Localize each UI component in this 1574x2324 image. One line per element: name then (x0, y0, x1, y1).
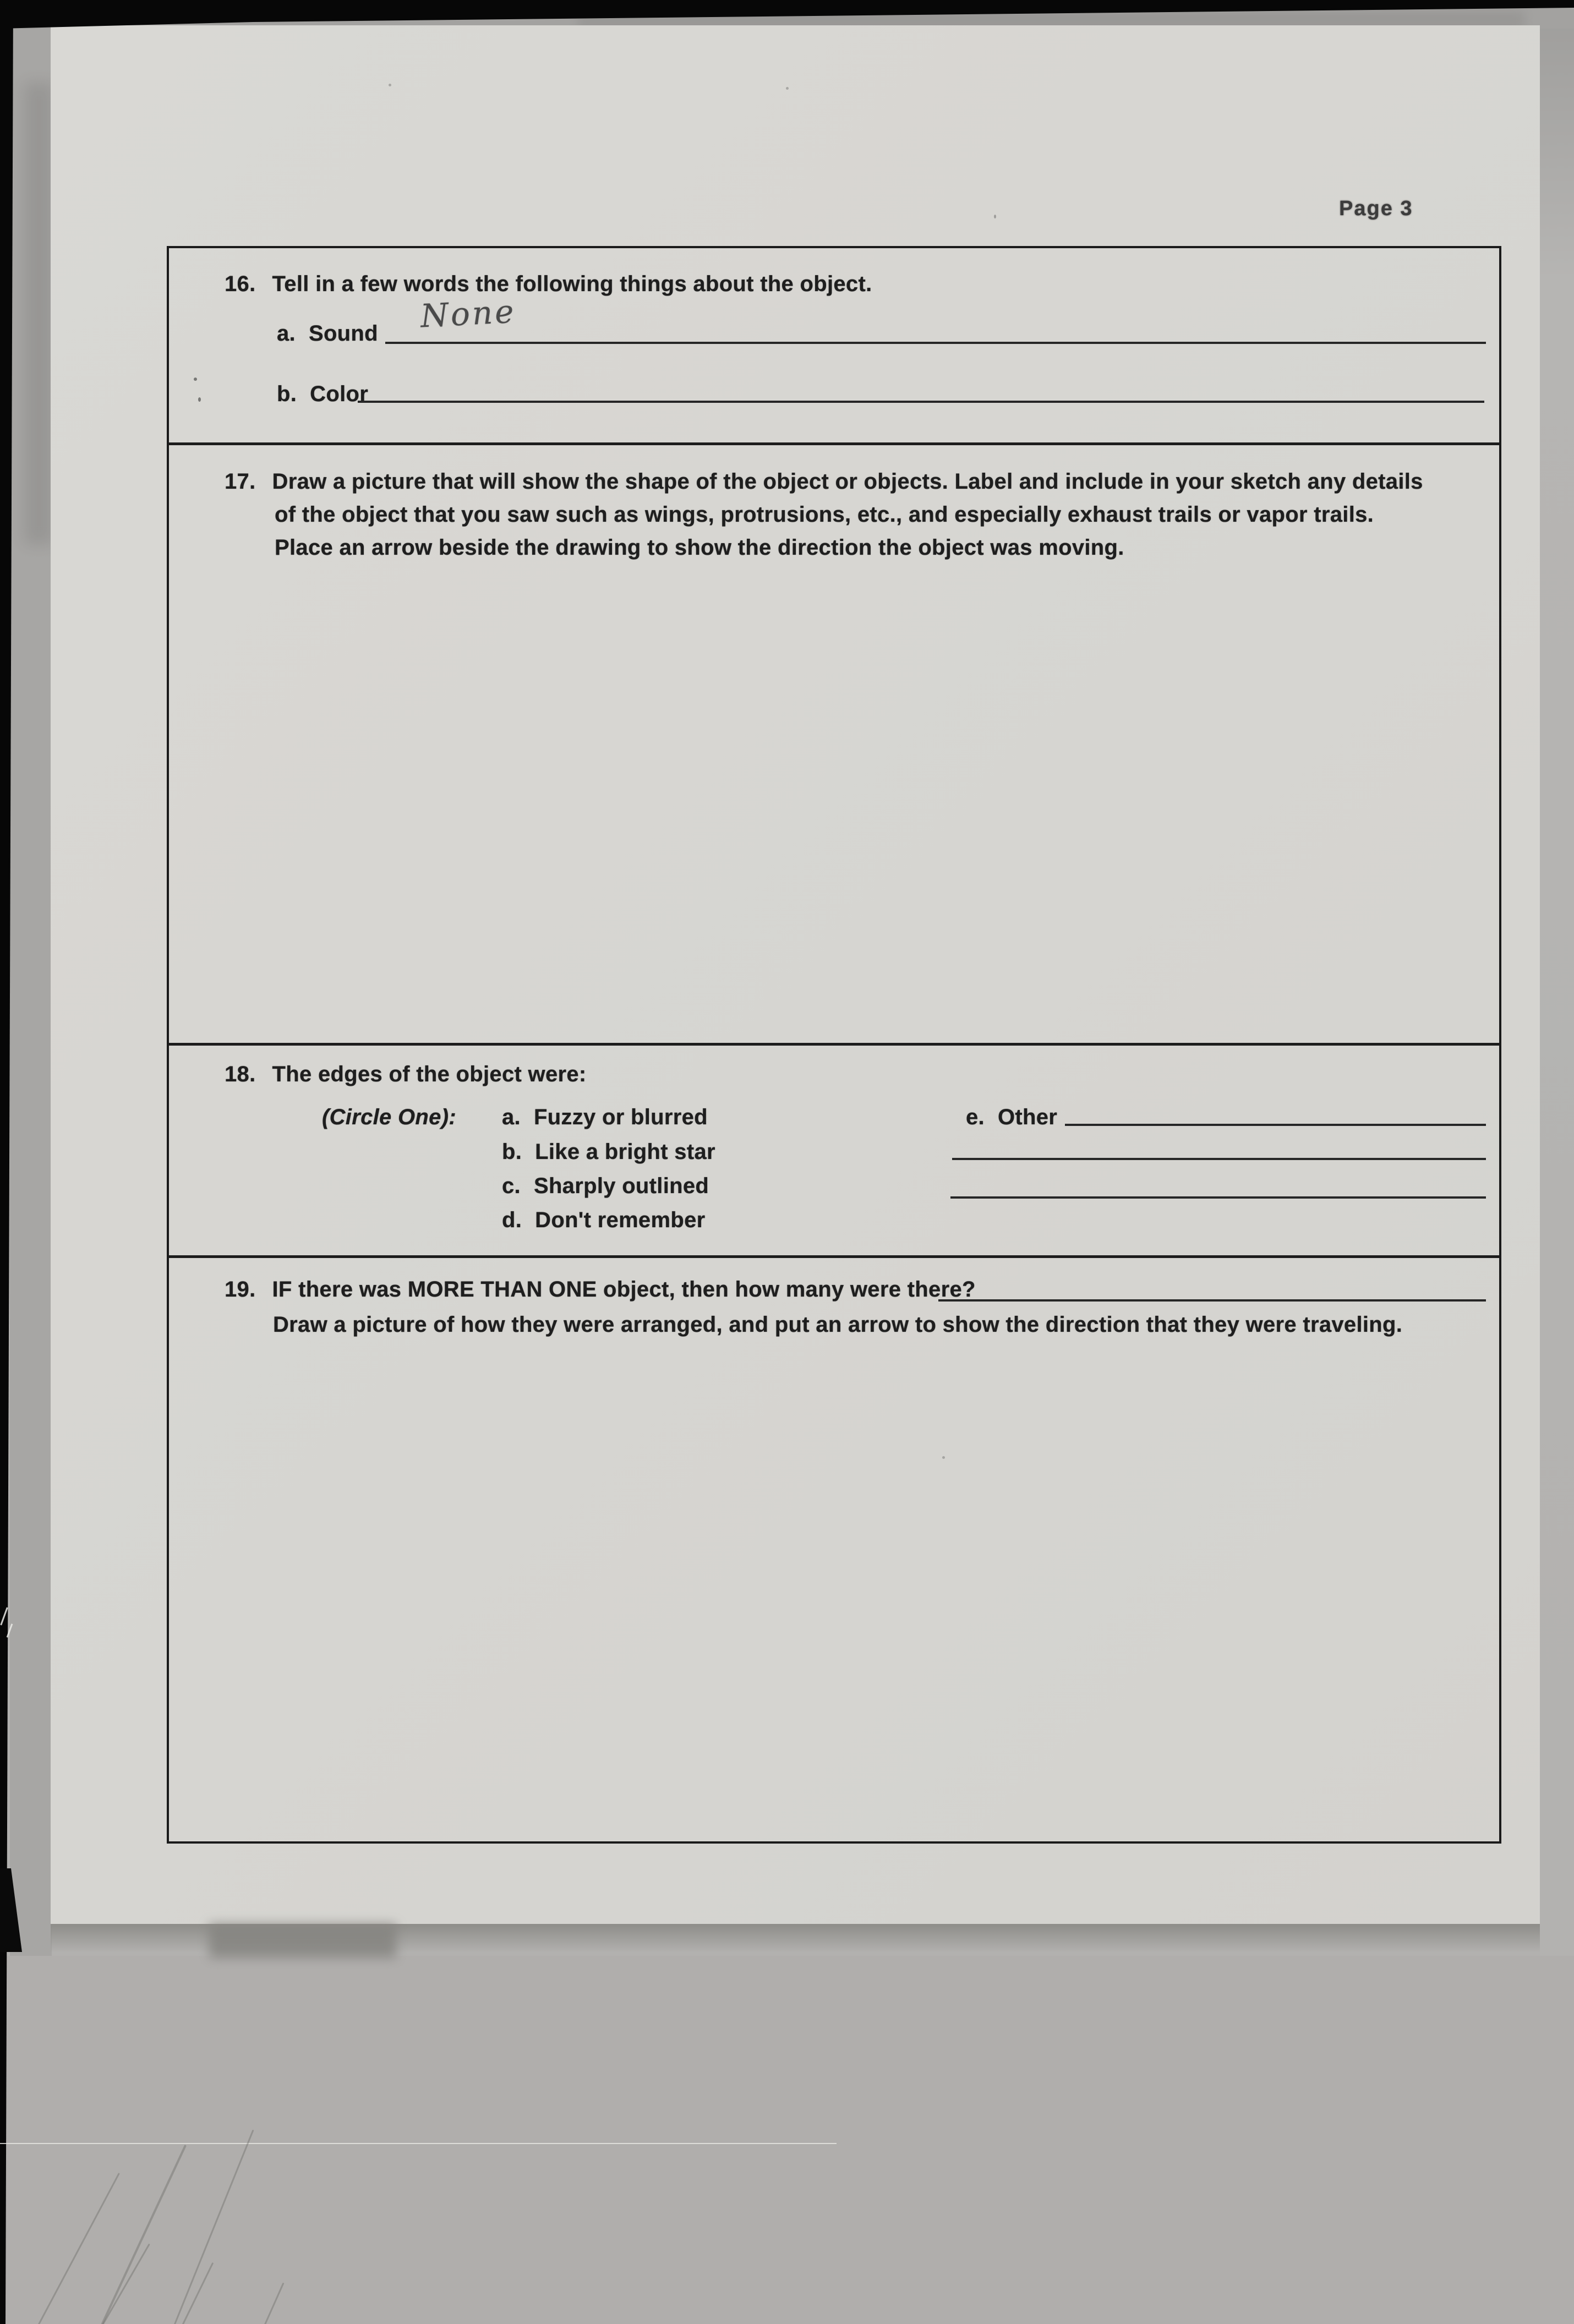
q16b-letter: b. (277, 382, 297, 406)
q16a-handwritten-value: None (419, 292, 517, 335)
q18-other-line-2 (952, 1158, 1486, 1160)
q18-option-c-label: Sharply outlined (533, 1174, 709, 1198)
q16-number: 16. (225, 272, 256, 296)
q18-other-label: Other (997, 1105, 1058, 1129)
q18-option-b (502, 1139, 715, 1165)
section-divider-q18-q19 (168, 1255, 1500, 1258)
q16b-answer-line (358, 401, 1484, 403)
ink-speck (994, 215, 996, 218)
scratch-mark (0, 2143, 837, 2144)
q16a-answer-line (385, 342, 1486, 344)
q16a-letter: a. (277, 321, 296, 346)
question-19 (225, 1276, 976, 1303)
q18-option-d-label: Don't remember (535, 1208, 706, 1232)
q16a-row (277, 320, 378, 347)
q16b-row (277, 381, 368, 407)
q18-number: 18. (225, 1062, 256, 1086)
question-18 (225, 1061, 587, 1087)
q18-option-c-letter: c. (502, 1174, 521, 1198)
q17-line3: Place an arrow beside the drawing to show the direction the object was moving. (275, 535, 1124, 560)
q16a-label: Sound (308, 321, 378, 346)
q18-option-e-other (966, 1104, 1057, 1130)
q18-circle-one-label: (Circle One): (322, 1105, 456, 1129)
q17-line2: of the object that you saw such as wings, protrusions, etc., and especially exhaust trails or vapor trails. (275, 502, 1374, 527)
q18-option-a-label: Fuzzy or blurred (533, 1105, 708, 1129)
q18-other-line-3 (950, 1196, 1486, 1199)
section-divider-q17-q18 (168, 1043, 1500, 1046)
q18-other-letter: e. (966, 1105, 985, 1129)
q19-drawing-area (169, 1348, 1499, 1841)
section-divider-q16-q17 (168, 442, 1500, 445)
q19-number: 19. (225, 1277, 256, 1302)
q18-option-a (502, 1104, 708, 1130)
q19-answer-line (938, 1299, 1486, 1302)
page-number-label: Page 3 (1339, 197, 1413, 220)
q18-text: The edges of the object were: (272, 1062, 587, 1086)
ink-speck (389, 84, 391, 86)
photo-bottom-area (0, 1956, 1574, 2324)
q18-option-d-letter: d. (502, 1208, 522, 1232)
q17-line1: Draw a picture that will show the shape of the object or objects. Label and include in your sketch any details (272, 469, 1423, 494)
q16b-label: Color (310, 382, 369, 406)
q18-other-line-1 (1065, 1124, 1486, 1126)
q18-option-b-letter: b. (502, 1140, 522, 1164)
q18-option-d (502, 1207, 706, 1233)
q18-option-a-letter: a. (502, 1105, 521, 1129)
ink-speck (786, 87, 789, 90)
question-16 (225, 271, 872, 297)
q18-option-c (502, 1173, 709, 1199)
q17-number: 17. (225, 469, 256, 494)
q19-line1: IF there was MORE THAN ONE object, then how many were there? (272, 1277, 976, 1302)
photo-left-streak (24, 83, 54, 545)
question-17 (225, 468, 1423, 495)
paper-shadow-blob (209, 1924, 396, 1958)
q19-line2: Draw a picture of how they were arranged, and put an arrow to show the direction that they were traveling. (273, 1313, 1403, 1337)
q16-text: Tell in a few words the following things about the object. (272, 272, 872, 296)
q17-drawing-area (169, 567, 1499, 1040)
q18-option-b-label: Like a bright star (535, 1140, 715, 1164)
